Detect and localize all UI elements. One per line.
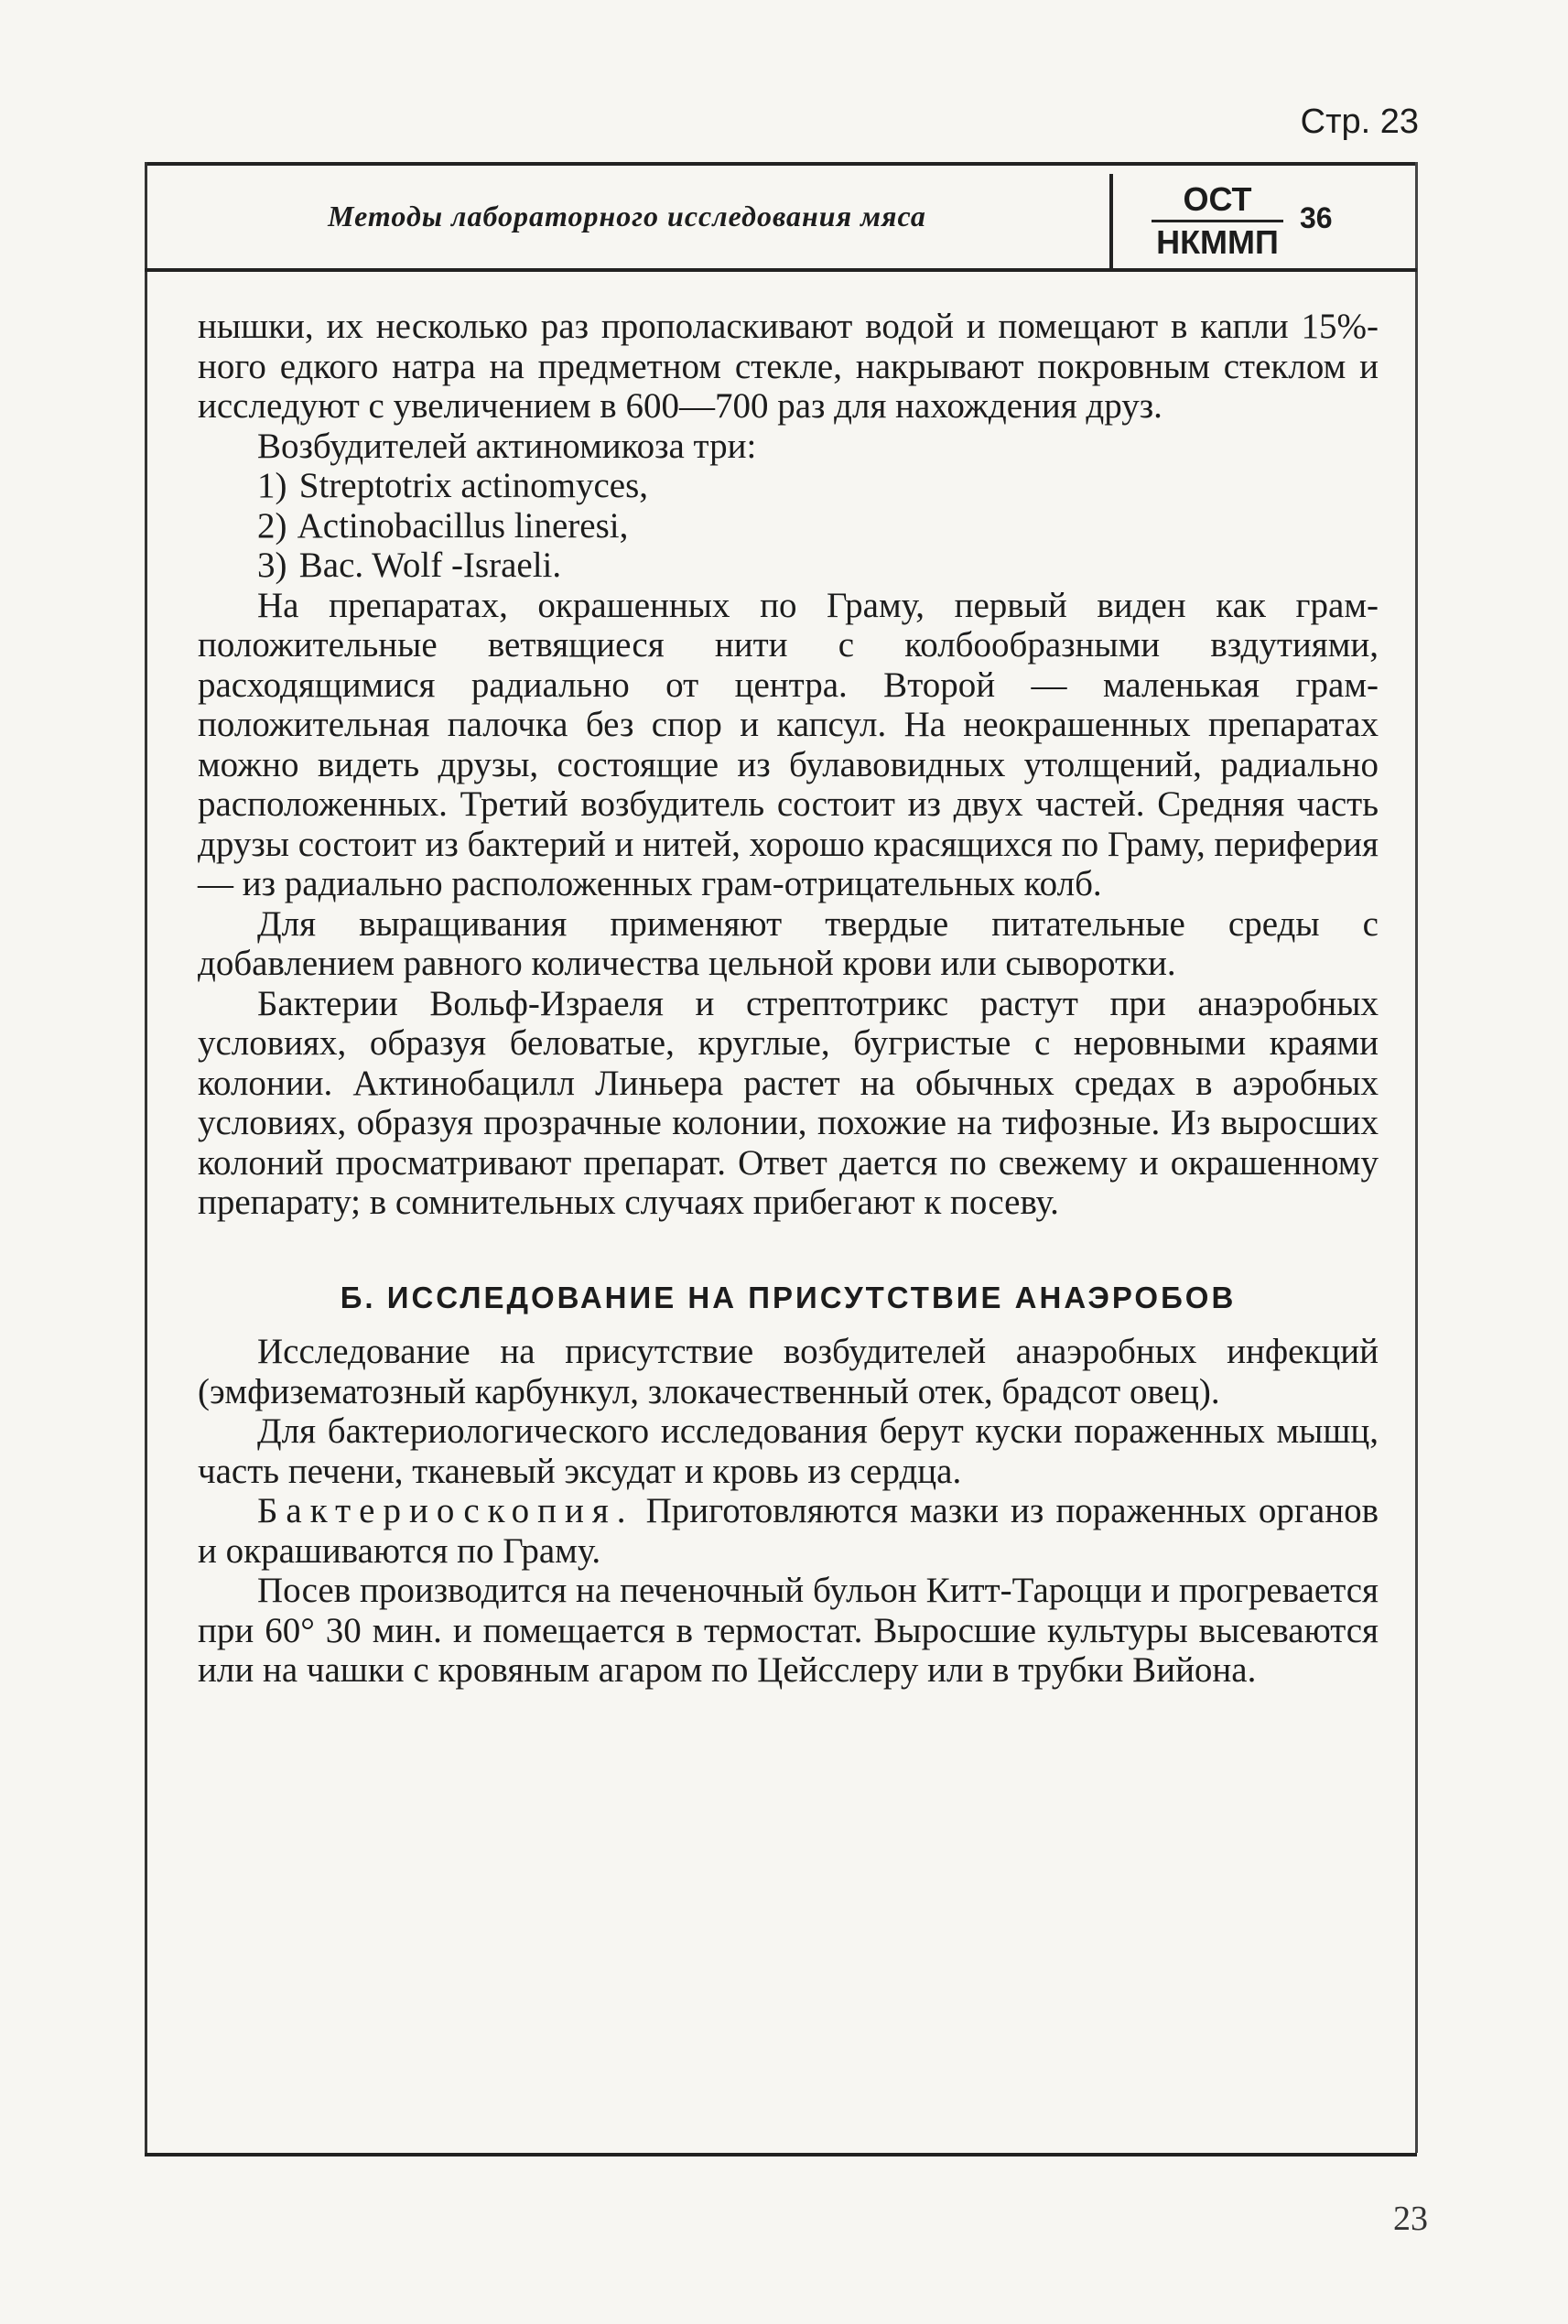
paragraph: Посев производится на печеночный бульон Китт-Тароцци и прогревается при 60° 30 мин. и помещается в термостат. Выросшие культуры высеваются или на чашки с кровяным агаром по Цейсслеру или в трубки Вийона. xyxy=(198,1571,1379,1690)
list-number: 3) xyxy=(257,546,287,585)
page-content xyxy=(198,307,1379,1691)
paragraph-text: Приготовляются мазки из пораженных органов и окрашиваются по Граму. xyxy=(198,1491,1379,1571)
section-heading: Б. ИССЛЕДОВАНИЕ НА ПРИСУТСТВИЕ АНАЭРОБОВ xyxy=(340,1280,1237,1314)
paragraph: нышки, их несколько раз прополаскивают водой и помещают в капли 15%-ного едкого натра на предметном стекле, накрывают покровным стеклом и исследуют с увеличением в 600—700 раз для нахождения друз. xyxy=(198,307,1379,426)
standard-bottom: НКММП xyxy=(1156,223,1279,261)
list-text: Actinobacillus lineresi, xyxy=(297,505,629,546)
paragraph: Исследование на присутствие возбудителей анаэробных инфекций (эмфизематозный карбункул, злокачественный отек, брадсот овец). xyxy=(198,1332,1379,1411)
standard-top: ОСТ xyxy=(1152,179,1283,222)
list-text: Streptotrix actinomyces, xyxy=(298,466,648,505)
header-divider xyxy=(1109,174,1113,268)
paragraph: Бактерии Вольф-Израеля и стрептотрикс растут при анаэробных условиях, образуя беловатые, круглые, бугристые с неровными краями колонии. Актинобацилл Линьера растет на обычных средах в аэробных условиях, образуя прозрачные колонии, похожие на тифозные. Из выросших колоний просматривают препарат. Ответ дается по свежему и окрашенному препарату; в сомнительных случаях прибегают к посеву. xyxy=(198,983,1379,1222)
paragraph: На препаратах, окрашенных по Граму, первый виден как грам-положительные ветвящиеся нити с колбообразными вздутиями, расходящимися радиально от центра. Второй — маленькая грам-положительная палочка без спор и капсул. На неокрашенных препаратах можно видеть друзы, состоящие из булавовидных утолщений, радиально расположенных. Третий возбудитель состоит из двух частей. Средняя часть друзы состоит из бактерий и нитей, хорошо красящихся по Граму, периферия — из радиально расположенных грам-отрицательных колб. xyxy=(198,585,1379,903)
pathogen-list xyxy=(198,466,1379,586)
frame-left-rule xyxy=(145,162,147,2153)
list-number: 2) xyxy=(257,505,287,546)
list-number: 1) xyxy=(257,466,287,505)
spaced-term: Бактериоскопия. xyxy=(257,1491,634,1530)
frame-right-rule xyxy=(1415,162,1418,2153)
frame-top-rule xyxy=(145,162,1417,166)
header-bottom-rule xyxy=(145,268,1417,272)
list-item xyxy=(257,506,1379,546)
standard-number: 36 xyxy=(1300,201,1333,234)
frame-bottom-rule xyxy=(145,2153,1417,2156)
document-title: Методы лабораторного исследования мяса xyxy=(328,200,926,232)
list-item xyxy=(257,546,1379,586)
list-text: Bac. Wolf -Israeli. xyxy=(298,546,562,585)
list-item xyxy=(257,466,1379,506)
standard-designation xyxy=(1135,179,1300,263)
paragraph: Для бактериологического исследования берут куски пораженных мышц, часть печени, тканевый эксудат и кровь из сердца. xyxy=(198,1411,1379,1491)
paragraph: Возбудителей актиномикоза три: xyxy=(257,426,757,466)
page-number-top: Стр. 23 xyxy=(1300,103,1419,141)
paragraph: Для выращивания применяют твердые питательные среды с добавлением равного количества цельной крови или сыворотки. xyxy=(198,903,1379,983)
page-number-bottom: 23 xyxy=(1393,2200,1428,2238)
paragraph xyxy=(198,1491,1379,1571)
